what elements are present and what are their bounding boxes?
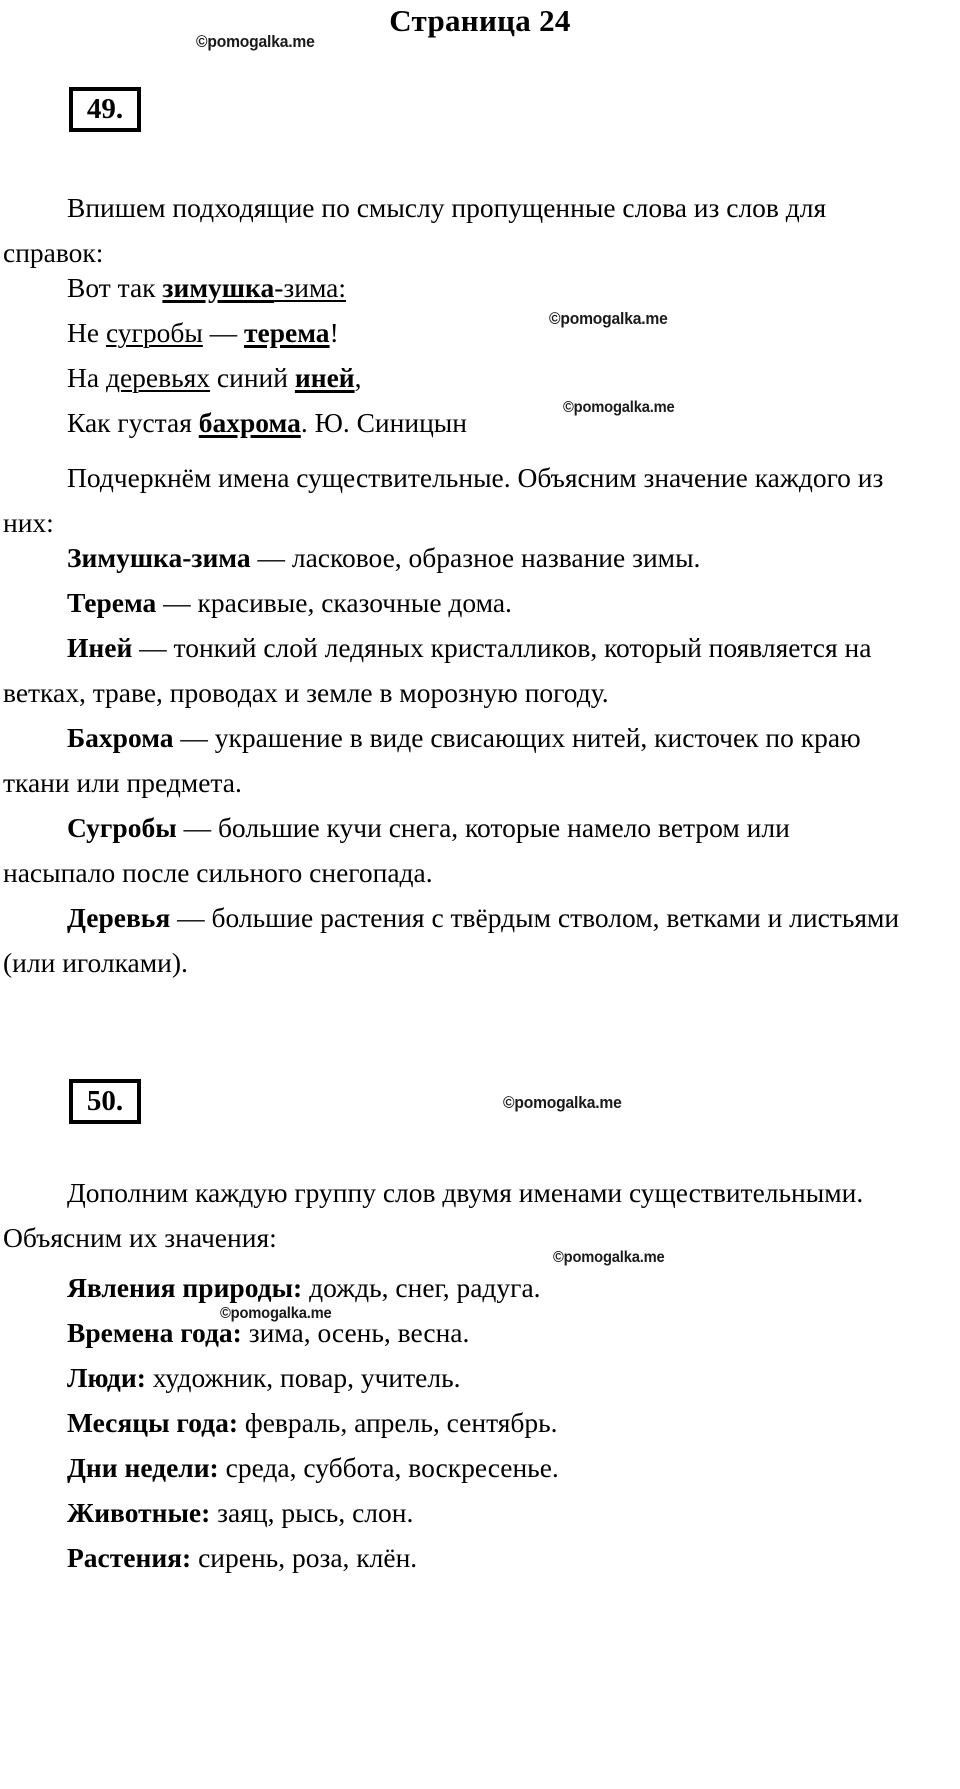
poem-line-3-suffix: , [354, 362, 362, 393]
watermark: ©pomogalka.me [196, 32, 315, 51]
exercise-number-49: 49. [69, 87, 141, 132]
definition-term: Терема [67, 587, 157, 618]
group-label: Времена года: [67, 1317, 242, 1348]
definition-item [3, 625, 903, 715]
definition-term: Иней [67, 632, 133, 663]
poem-line-2 [3, 310, 903, 355]
watermark: ©pomogalka.me [503, 1093, 622, 1112]
definition-dash: — [170, 902, 212, 933]
group-item [3, 1490, 903, 1535]
group-label: Месяцы года: [67, 1407, 238, 1438]
poem-line-4 [3, 400, 903, 445]
poem-line-3-middle: синий [210, 362, 295, 393]
group-item [3, 1535, 903, 1580]
group-item [3, 1310, 903, 1355]
exercise-49-poem [0, 265, 903, 445]
group-label: Дни недели: [67, 1452, 219, 1483]
definition-term: Зимушка-зима [67, 542, 251, 573]
poem-line-1-keyword: зимушка [162, 272, 275, 303]
poem-line-2-word-1: сугробы [105, 317, 203, 348]
definition-item [3, 580, 903, 625]
definition-term: Бахрома [67, 722, 174, 753]
group-words: заяц, рысь, слон. [210, 1497, 414, 1528]
definition-text: большие растения с твёрдым стволом, ветками и листьями (или иголками). [3, 902, 900, 978]
poem-line-1-prefix: Вот так [67, 272, 163, 303]
exercise-number-50: 50. [69, 1079, 141, 1124]
group-words: дождь, снег, радуга. [302, 1272, 541, 1303]
definition-dash: — [173, 722, 215, 753]
definition-item [3, 805, 903, 895]
definition-item [3, 715, 903, 805]
definition-dash: — [176, 812, 218, 843]
poem-line-3-prefix: На [67, 362, 106, 393]
poem-line-4-keyword: бахрома [198, 407, 301, 438]
group-words: зима, осень, весна. [241, 1317, 470, 1348]
definition-term: Сугробы [67, 812, 177, 843]
page-title: Страница 24 [389, 3, 571, 38]
poem-line-2-suffix: ! [329, 317, 339, 348]
group-item [3, 1265, 903, 1310]
exercise-49-intro-block [0, 185, 903, 275]
group-words: среда, суббота, воскресенье. [218, 1452, 559, 1483]
watermark: ©pomogalka.me [549, 309, 668, 328]
group-words: сирень, роза, клён. [191, 1542, 418, 1573]
exercise-50-intro: Дополним каждую группу слов двумя именами существительными. Объясним их значения: [3, 1177, 864, 1253]
definition-text: украшение в виде свисающих нитей, кисточек по краю ткани или предмета. [3, 722, 861, 798]
group-words: художник, повар, учитель. [145, 1362, 461, 1393]
poem-line-4-attribution: . Ю. Синицын [300, 407, 467, 438]
definition-dash: — [156, 587, 198, 618]
poem-line-3-keyword: иней [294, 362, 355, 393]
exercise-49-definitions [0, 535, 903, 985]
group-item [3, 1445, 903, 1490]
exercise-49-instruction: Подчеркнём имена существительные. Объясним значение каждого из них: [3, 462, 884, 538]
poem-line-2-keyword: терема [244, 317, 330, 348]
group-label: Растения: [67, 1542, 192, 1573]
poem-line-1 [3, 265, 903, 310]
group-label: Явления природы: [67, 1272, 303, 1303]
definition-dash: — [250, 542, 292, 573]
definition-text: красивые, сказочные дома. [197, 587, 512, 618]
definition-text: большие кучи снега, которые намело ветром или насыпало после сильного снегопада. [3, 812, 790, 888]
exercise-49-instruction-block [0, 455, 903, 545]
group-label: Люди: [67, 1362, 146, 1393]
poem-line-4-prefix: Как густая [67, 407, 199, 438]
poem-line-2-prefix: Не [67, 317, 106, 348]
group-item [3, 1400, 903, 1445]
watermark: ©pomogalka.me [553, 1249, 665, 1266]
group-item [3, 1355, 903, 1400]
exercise-50-intro-block [0, 1170, 903, 1260]
definition-dash: — [132, 632, 174, 663]
watermark: ©pomogalka.me [220, 1305, 332, 1322]
group-words: февраль, апрель, сентябрь. [238, 1407, 558, 1438]
poem-line-1-tail: -зима: [274, 272, 347, 303]
watermark: ©pomogalka.me [563, 399, 675, 416]
exercise-49-intro: Впишем подходящие по смыслу пропущенные слова из слов для справок: [3, 192, 827, 268]
group-label: Животные: [67, 1497, 211, 1528]
definition-text: ласковое, образное название зимы. [291, 542, 701, 573]
definition-text: тонкий слой ледяных кристалликов, который появляется на ветках, траве, проводах и земле в морозную погоду. [3, 632, 872, 708]
poem-line-3 [3, 355, 903, 400]
definition-item [3, 535, 903, 580]
poem-line-2-middle: — [202, 317, 245, 348]
poem-line-3-word-1: деревьях [105, 362, 211, 393]
exercise-50-groups [0, 1265, 903, 1580]
definition-item [3, 895, 903, 985]
definition-term: Деревья [67, 902, 171, 933]
